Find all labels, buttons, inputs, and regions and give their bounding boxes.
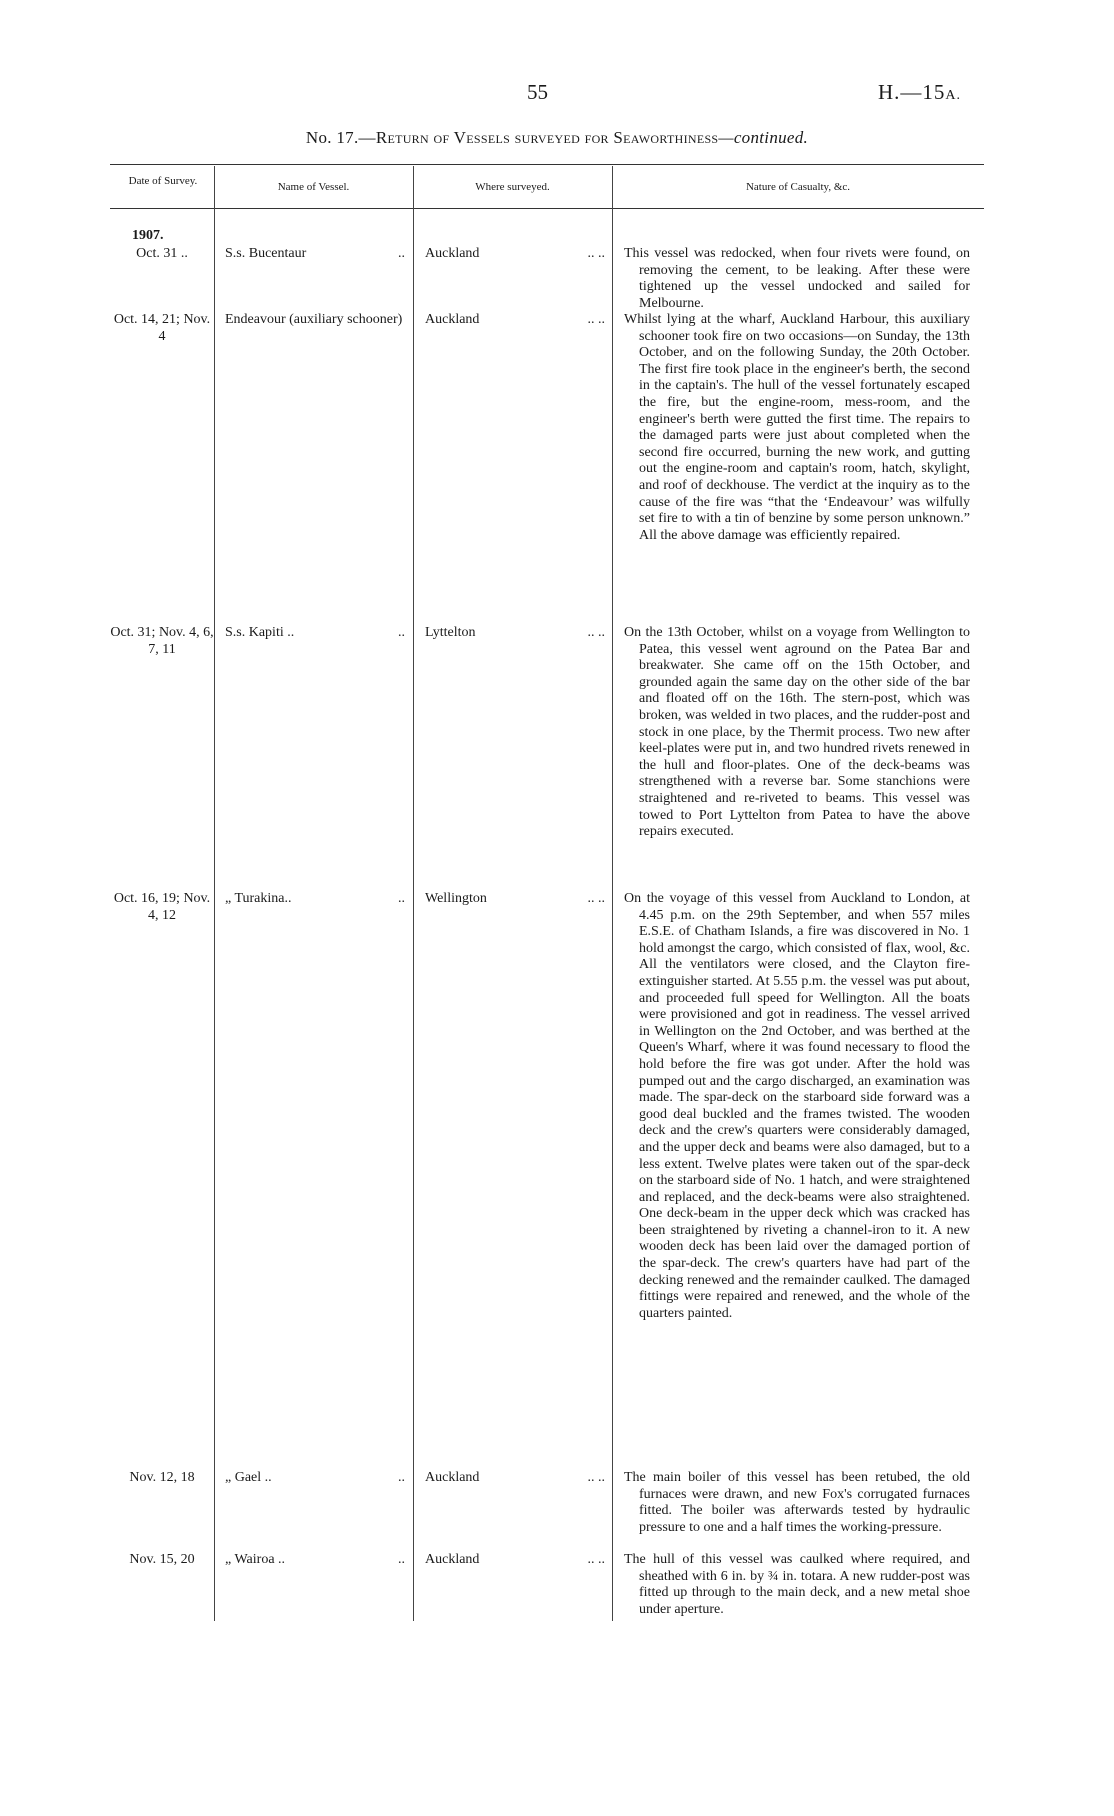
leader-dots: .. .. xyxy=(587,1552,605,1567)
vessel-name: S.s. Kapiti .. xyxy=(225,625,295,640)
vessel-name: Endeavour (auxiliary schooner) xyxy=(225,312,403,327)
row-description xyxy=(624,312,970,544)
where-name: Auckland xyxy=(425,246,480,261)
leader-dots: .. .. xyxy=(587,1470,605,1485)
row-vessel xyxy=(225,1470,405,1487)
row-where xyxy=(425,625,605,642)
title-suffix: —continued. xyxy=(718,128,809,147)
where-name: Auckland xyxy=(425,1470,480,1485)
page-number: 55 xyxy=(527,80,548,104)
row-date: Oct. 31 .. xyxy=(136,246,188,261)
where-name: Auckland xyxy=(425,1552,480,1567)
column-divider-2 xyxy=(413,166,414,1621)
leader-dots: .. xyxy=(398,246,405,261)
row-where xyxy=(425,312,605,329)
where-name: Wellington xyxy=(425,891,487,906)
row-vessel xyxy=(225,246,405,263)
vessel-name: „ Gael .. xyxy=(225,1470,272,1485)
vessel-name: „ Wairoa .. xyxy=(225,1552,286,1567)
row-where xyxy=(425,891,605,908)
leader-dots: .. .. xyxy=(587,891,605,906)
leader-dots: .. xyxy=(398,891,405,906)
column-header-where: Where surveyed. xyxy=(475,181,550,193)
leader-dots: .. .. xyxy=(587,312,605,327)
column-divider-1 xyxy=(214,166,215,1621)
description-text: On the voyage of this vessel from Auckland to London, at 4.45 p.m. on the 29th September, and when 557 miles E.S.E. of Chatham Islands, a fire was discovered in No. 1 hold amongst the cargo, which consisted of flax, wool, &c. All the ventilators were closed, and the Clayton fire-extinguisher started. At 5.55 p.m. the vessel was put about, and proceeded full speed for Wellington. All the boats were provisioned and got in readiness. The vessel arrived in Wellington on the 2nd October, and was berthed at the Queen's Wharf, where it was found necessary to flood the hold before the fire was got under. After the hold was pumped out and the cargo discharged, an examination was made. The spar-deck on the starboard side forward was a good deal buckled and the frames twisted. The wooden deck and the crew's quarters were considerably damaged, and the upper deck and beams were also damaged, but to a less extent. Twelve plates were taken out of the spar-deck on the starboard side of No. 1 hatch, and were straightened and replaced, and the deck-beams were also straightened. One deck-beam in the upper deck which was cracked has been straightened by riveting a channel-iron to it. A new wooden deck has been laid over the damaged portion of the spar-deck. The crew's quarters have had part of the decking renewed and the remainder caulked. The damaged fittings were repaired and renewed, and the whole of the quarters painted. xyxy=(624,891,970,1321)
row-vessel xyxy=(225,312,405,329)
description-text: The hull of this vessel was caulked where required, and sheathed with 6 in. by ¾ in. totara. A new rudder-post was fitted up through to the main deck, and a new metal shoe under aperture. xyxy=(624,1552,970,1617)
title-main: Return of Vessels surveyed for Seaworthiness xyxy=(375,128,719,147)
where-name: Lyttelton xyxy=(425,625,476,640)
description-text: Whilst lying at the wharf, Auckland Harbour, this auxiliary schooner took fire on two occasions—on Sunday, the 13th October, and on the following Sunday, the 20th October. The first fire took place in the engineer's berth, the second in the captain's. The hull of the vessel fortunately escaped the fire, but the engine-room, mess-room, and the engineer's berth were gutted the first time. The repairs to the damaged parts were just about completed when the second fire occurred, burning the new work, and gutting out the engine-room and captain's room, hatch, skylight, and roof of deckhouse. The verdict at the inquiry as to the cause of the fire was “that the ‘Endeavour’ was wilfully set fire to with a tin of benzine by some person unknown.” All the above damage was efficiently repaired. xyxy=(624,312,970,543)
row-date: Nov. 15, 20 xyxy=(129,1552,195,1567)
row-description xyxy=(624,625,970,841)
row-vessel xyxy=(225,891,405,908)
page-title xyxy=(0,128,1114,148)
leader-dots: .. .. xyxy=(587,625,605,640)
paper-code xyxy=(878,80,961,105)
row-description xyxy=(624,246,970,312)
description-text: The main boiler of this vessel has been retubed, the old furnaces were drawn, and new Fox's corrugated furnaces fitted. The boiler was afterwards tested by hydraulic pressure to one and a half times the working-pressure. xyxy=(624,1470,970,1535)
row-description xyxy=(624,1470,970,1536)
column-header-vessel: Name of Vessel. xyxy=(277,181,350,193)
table-top-rule xyxy=(110,164,984,165)
row-vessel xyxy=(225,625,405,642)
paper-code-main: H.—15 xyxy=(878,80,946,104)
row-vessel xyxy=(225,1552,405,1569)
row-where xyxy=(425,1552,605,1569)
year-label: 1907. xyxy=(132,228,164,243)
paper-code-suffix: A. xyxy=(945,88,962,103)
column-divider-3 xyxy=(612,166,613,1621)
title-prefix: No. 17.— xyxy=(305,128,376,147)
description-text: This vessel was redocked, when four rivets were found, on removing the cement, to be leaking. After these were tightened up the vessel undocked and sailed for Melbourne. xyxy=(624,246,970,311)
row-where xyxy=(425,1470,605,1487)
column-header-date: Date of Survey. xyxy=(128,175,198,187)
leader-dots: .. xyxy=(398,1470,405,1485)
row-description xyxy=(624,1552,970,1618)
vessel-name: „ Turakina.. xyxy=(225,891,292,906)
row-date: Oct. 16, 19; Nov. 4, 12 xyxy=(113,891,211,923)
leader-dots: .. xyxy=(398,1552,405,1567)
vessel-name: S.s. Bucentaur xyxy=(225,246,307,261)
where-name: Auckland xyxy=(425,312,480,327)
row-date: Oct. 31; Nov. 4, 6, 7, 11 xyxy=(110,625,214,657)
leader-dots: .. .. xyxy=(587,246,605,261)
leader-dots: .. xyxy=(398,625,405,640)
header-bottom-rule xyxy=(110,208,984,209)
row-date: Nov. 12, 18 xyxy=(129,1470,195,1485)
row-date: Oct. 14, 21; Nov. 4 xyxy=(113,312,211,344)
row-where xyxy=(425,246,605,263)
column-header-nature: Nature of Casualty, &c. xyxy=(745,181,851,193)
row-description xyxy=(624,891,970,1322)
description-text: On the 13th October, whilst on a voyage from Wellington to Patea, this vessel went aground on the Patea Bar and breakwater. She came off on the 15th October, and grounded again the same day on the other side of the bar and floated off on the 16th. The stern-post, which was broken, was welded in two places, and the rudder-post and stock in one place, by the Thermit process. Two new after keel-plates were put in, and two hundred rivets renewed in the hull and floor-plates. One of the deck-beams was strengthened with a reverse bar. Some stanchions were straightened and re-riveted to beams. This vessel was towed to Port Lyttelton from Patea to have the above repairs executed. xyxy=(624,625,970,840)
